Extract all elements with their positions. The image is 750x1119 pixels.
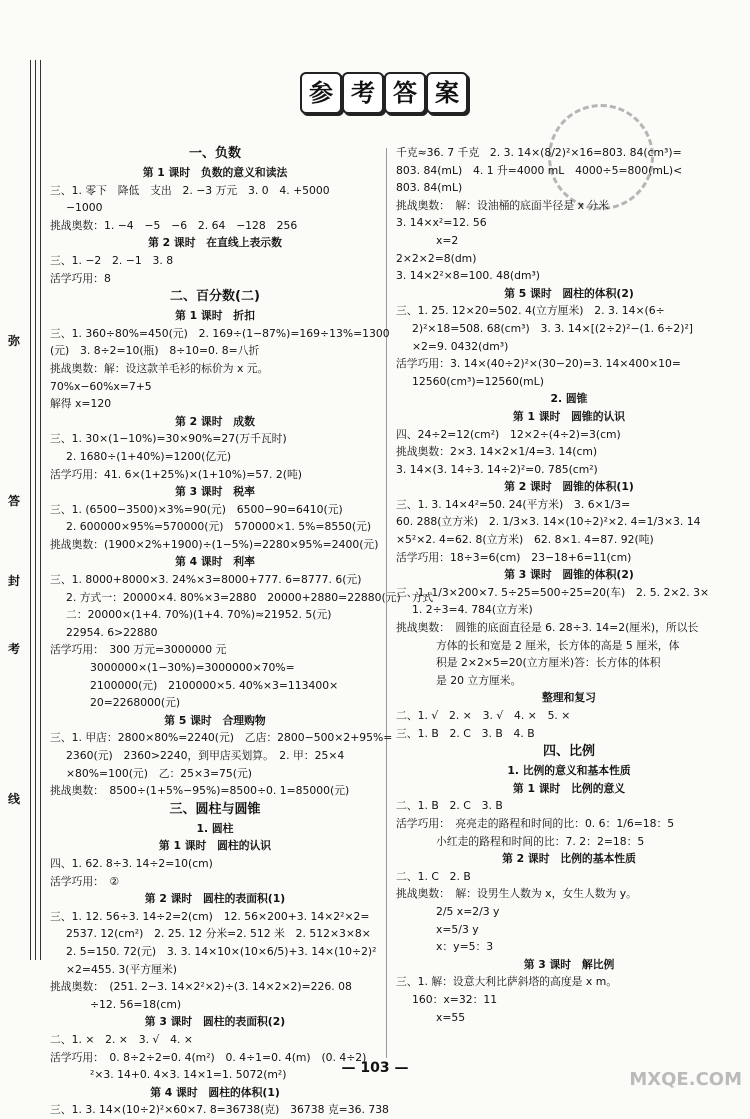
answer-line: 1. 2÷3=4. 784(立方米): [412, 603, 533, 617]
answer-line: 活学巧用： 300 万元=3000000 元: [50, 643, 227, 657]
binding-char: 线: [8, 792, 21, 806]
answer-line: 2100000(元) 2100000×5. 40%×3=113400×: [90, 678, 339, 692]
answer-line: 3. 14×x²=12. 56: [396, 216, 487, 230]
answer-line: 2. 1680÷(1+40%)=1200(亿元): [66, 449, 232, 463]
answer-line: 挑战奥数： 8500÷(1+5%−95%)=8500÷0. 1=85000(元): [50, 784, 350, 798]
answer-line: 挑战奥数： 解：设男生人数为 x，女生人数为 y。: [396, 887, 637, 901]
answer-line: 2)²×18=508. 68(cm³) 3. 3. 14×[(2÷2)²−(1. 6÷2)²]: [412, 321, 693, 335]
section-heading: 第 2 课时 在直线上表示数: [148, 236, 282, 250]
answer-line: 三、1. 25. 12×20=502. 4(立方厘米) 2. 3. 14×(6÷: [396, 304, 665, 318]
answer-line: 160：x=32：11: [412, 992, 498, 1006]
answer-line: 三、1. 8000+8000×3. 24%×3=8000+777. 6=8777. 6(元): [50, 573, 362, 587]
answer-line: 三、1. 360÷80%=450(元) 2. 169÷(1−87%)=169÷13%=1300: [50, 326, 390, 340]
answer-line: 2360(元) 2360>2240，到甲店买划算。 2. 甲：25×4: [66, 749, 345, 762]
binding-line: [35, 60, 36, 960]
answer-line: 是 20 立方厘米。: [436, 673, 522, 687]
answer-line: 挑战奥数： 解：设油桶的底面半径是 x 分米: [396, 198, 609, 212]
section-heading: 第 4 课时 圆柱的体积(1): [150, 1085, 280, 1099]
answer-line: 20=2268000(元): [90, 696, 181, 710]
binding-line: [40, 60, 41, 960]
answer-line: 803. 84(mL) 4. 1 升=4000 mL 4000÷5=800(mL)<: [396, 163, 683, 177]
section-heading: 二、百分数(二): [170, 289, 260, 305]
answer-line: 三、1. 3. 14×(10÷2)²×60×7. 8=36738(克) 36738 克=36. 738: [50, 1103, 389, 1117]
answer-line: 三、1. 甲店：2800×80%=2240(元) 乙店：2800−500×2+95%=: [50, 731, 393, 745]
section-heading: 第 1 课时 圆锥的认识: [512, 409, 626, 423]
answer-line: 2. 5=150. 72(元) 3. 3. 14×10×(10×6/5)+3. 14×(10÷2)²: [66, 944, 377, 958]
answer-line: 12560(cm³)=12560(mL): [412, 374, 544, 388]
answer-line: ×2=455. 3(平方厘米): [66, 962, 177, 976]
answer-line: 挑战奥数：2×3. 14×2×1/4=3. 14(cm): [396, 445, 598, 459]
title-tile: 考: [342, 72, 384, 114]
section-heading: 第 2 课时 比例的基本性质: [502, 852, 636, 866]
answer-line: 二、1. C 2. B: [396, 869, 471, 883]
section-heading: 第 2 课时 成数: [175, 414, 255, 428]
answer-line: ×2=9. 0432(dm³): [412, 339, 509, 353]
answer-line: 挑战奥数： (251. 2−3. 14×2²×2)÷(3. 14×2×2)=226. 08: [50, 980, 352, 994]
section-heading: 第 1 课时 比例的意义: [512, 781, 626, 795]
answer-line: 二、1. × 2. × 3. √ 4. ×: [50, 1032, 193, 1046]
answer-line: 积是 2×2×5=20(立方厘米)答：长方体的体积: [436, 656, 661, 670]
section-heading: 2. 圆锥: [550, 392, 588, 406]
answer-line: 活学巧用：3. 14×(40÷2)²×(30−20)=3. 14×400×10=: [396, 357, 681, 371]
right-column: [396, 144, 742, 1026]
section-heading: 整理和复习: [542, 691, 596, 705]
answer-line: 四、1. 62. 8÷3. 14÷2=10(cm): [50, 856, 213, 870]
answer-line: 千克≈36. 7 千克 2. 3. 14×(8/2)²×16=803. 84(cm³)=: [396, 146, 682, 159]
answer-line: −1000: [66, 201, 103, 215]
answer-line: 三、1. 3. 14×4²=50. 24(平方米) 3. 6×1/3=: [396, 497, 631, 511]
watermark: MXQE.COM: [629, 1069, 742, 1090]
answer-line: 70%x−60%x=7+5: [50, 379, 152, 393]
answer-line: ÷12. 56=18(cm): [90, 997, 182, 1011]
answer-line: x=2: [436, 233, 459, 247]
section-heading: 第 4 课时 利率: [175, 555, 255, 569]
answer-line: 活学巧用： 亮亮走的路程和时间的比：0. 6：1/6=18：5: [396, 816, 675, 830]
answer-line: 三、1. 解：设意大利比萨斜塔的高度是 x m。: [396, 975, 618, 989]
answer-line: 解得 x=120: [50, 397, 112, 411]
answer-line: ×80%=100(元) 乙：25×3=75(元): [66, 766, 252, 780]
answer-line: 2. 600000×95%=570000(元) 570000×1. 5%=8550(元): [66, 520, 372, 534]
section-heading: 1. 圆柱: [196, 821, 234, 835]
answer-line: 3. 14×2²×8=100. 48(dm³): [396, 269, 541, 283]
answer-line: x=55: [436, 1010, 466, 1024]
section-heading: 1. 比例的意义和基本性质: [507, 764, 631, 778]
binding-margin: [0, 40, 44, 1040]
section-heading: 第 1 课时 负数的意义和读法: [142, 166, 288, 179]
answer-line: 方体的长和宽是 2 厘米，长方体的高是 5 厘米，体: [436, 638, 680, 652]
answer-line: 2×2×2=8(dm): [396, 251, 477, 265]
answer-line: 小红走的路程和时间的比：7. 2：2=18：5: [436, 834, 645, 848]
answer-line: 挑战奥数： 圆锥的底面直径是 6. 28÷3. 14=2(厘米)，所以长: [396, 621, 699, 635]
answer-line: 挑战奥数：(1900×2%+1900)÷(1−5%)=2280×95%=2400(元): [50, 537, 379, 551]
answer-line: 3000000×(1−30%)=3000000×70%=: [90, 661, 295, 675]
answer-line: 四、24÷2=12(cm²) 12×2÷(4÷2)=3(cm): [396, 427, 621, 441]
binding-char: 封: [8, 574, 21, 588]
section-heading: 第 3 课时 圆锥的体积(2): [504, 568, 634, 582]
section-heading: 第 3 课时 解比例: [523, 957, 615, 971]
answer-line: (元) 3. 8÷2=10(瓶) 8÷10=0. 8=八折: [50, 344, 260, 358]
answer-line: ×5²×2. 4=62. 8(立方米) 62. 8×1. 4=87. 92(吨): [396, 533, 654, 547]
answer-line: 三、1. −2 2. −1 3. 8: [50, 253, 174, 267]
binding-line: [30, 60, 31, 960]
answer-line: 22954. 6>22880: [66, 625, 158, 639]
answer-line: 三、1. 零下 降低 支出 2. −3 万元 3. 0 4. +5000: [50, 183, 330, 197]
answer-line: 活学巧用： 0. 8÷2÷2=0. 4(m²) 0. 4÷1=0. 4(m) (0. 4÷2): [50, 1050, 367, 1064]
answer-line: 二、1. √ 2. × 3. √ 4. × 5. ×: [396, 709, 571, 722]
answer-line: 二、1. B 2. C 3. B: [396, 799, 503, 813]
answer-line: 2537. 12(cm²) 2. 25. 12 分米=2. 512 米 2. 512×3×8×: [66, 927, 371, 941]
binding-char: 考: [8, 642, 21, 656]
answer-line: 3. 14×(3. 14÷3. 14÷2)²=0. 785(cm²): [396, 462, 598, 476]
section-heading: 第 1 课时 折扣: [175, 309, 255, 323]
section-heading: 第 2 课时 圆柱的表面积(1): [144, 892, 286, 906]
page-number: — 103 —: [341, 1060, 409, 1076]
answer-line: 三、1. B 2. C 3. B 4. B: [396, 726, 535, 740]
answer-line: 803. 84(mL): [396, 181, 463, 195]
answer-line: 二：20000×(1+4. 70%)(1+4. 70%)≈21952. 5(元): [66, 608, 332, 622]
section-heading: 第 5 课时 圆柱的体积(2): [504, 286, 634, 300]
answer-line: ²×3. 14+0. 4×3. 14×1=1. 5072(m²): [90, 1068, 287, 1082]
answer-line: x=5/3 y: [436, 922, 479, 936]
answer-line: 三、1. 30×(1−10%)=30×90%=27(万千瓦时): [50, 432, 287, 446]
section-heading: 第 3 课时 圆柱的表面积(2): [144, 1015, 286, 1029]
answer-line: 活学巧用：41. 6×(1+25%)×(1+10%)=57. 2(吨): [50, 467, 302, 481]
title-tile: 参: [300, 72, 342, 114]
page-title: [300, 72, 466, 116]
answer-line: 2/5 x=2/3 y: [436, 904, 500, 918]
title-tile: 案: [426, 72, 468, 114]
answer-line: 挑战奥数：解：设这款羊毛衫的标价为 x 元。: [50, 361, 269, 375]
binding-char: 答: [8, 494, 21, 508]
section-heading: 第 3 课时 税率: [175, 485, 255, 499]
answer-line: 三、1. (6500−3500)×3%=90(元) 6500−90=6410(元): [50, 502, 343, 516]
title-tile: 答: [384, 72, 426, 114]
section-heading: 第 5 课时 合理购物: [164, 713, 266, 727]
answer-line: 三、1. 12. 56÷3. 14÷2=2(cm) 12. 56×200+3. 14×2²×2=: [50, 909, 370, 923]
section-heading: 四、比例: [542, 744, 595, 760]
answer-line: 挑战奥数：1. −4 −5 −6 2. 64 −128 256: [50, 218, 298, 232]
answer-line: 60. 288(立方米) 2. 1/3×3. 14×(10÷2)²×2. 4=1/3×3. 14: [396, 515, 701, 529]
section-heading: 第 1 课时 圆柱的认识: [158, 839, 272, 853]
section-heading: 一、负数: [188, 146, 241, 161]
answer-line: 活学巧用： ②: [50, 874, 120, 888]
binding-char: 弥: [8, 334, 21, 348]
answer-line: 2. 方式一：20000×4. 80%×3=2880 20000+2880=22880(元) 方式: [66, 590, 434, 604]
answer-line: 活学巧用：18÷3=6(cm) 23−18+6=11(cm): [396, 550, 632, 564]
answer-line: 三、1. 1/3×200×7. 5÷25=500÷25=20(车) 2. 5. 2×2. 3×: [396, 585, 710, 599]
answer-line: x：y=5：3: [436, 940, 494, 954]
section-heading: 第 2 课时 圆锥的体积(1): [504, 480, 634, 494]
answer-line: 活学巧用：8: [50, 271, 111, 285]
section-heading: 三、圆柱与圆锥: [169, 801, 261, 817]
